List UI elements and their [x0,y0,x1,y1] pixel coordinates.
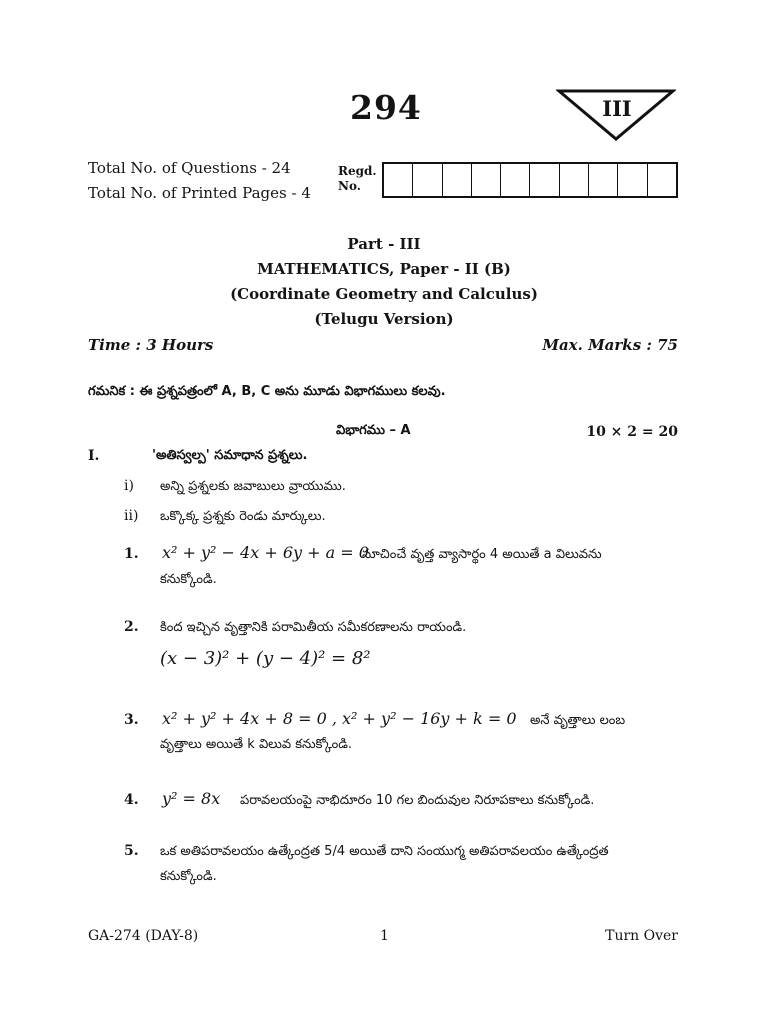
regd-cell[interactable] [501,164,530,196]
note: గమనిక : ఈ ప్రశ్నపత్రంలో A, B, C అను మూడు విభాగములు కలవు. [88,384,446,399]
question-equation: x² + y² − 4x + 6y + a = 0 [162,543,369,562]
part-title: Part - III [347,235,421,253]
regd-cell[interactable] [618,164,647,196]
regd-cell[interactable] [472,164,501,196]
instruction-text: అన్ని ప్రశ్నలకు జవాబులు వ్రాయుము. [160,479,346,494]
subject-title: MATHEMATICS, Paper - II (B) [257,260,511,278]
question-text: కింద ఇచ్చిన వృత్తానికి పరామితీయ సమీకరణాలను రాయండి. [160,620,467,635]
question-equation: (x − 3)² + (y − 4)² = 8² [160,648,371,669]
total-questions: Total No. of Questions - 24 [88,159,291,177]
question-text: కనుక్కోండి. [160,869,217,884]
regd-cell[interactable] [413,164,442,196]
regd-cell[interactable] [384,164,413,196]
question-number: 2. [124,619,139,635]
question-text: కనుక్కోండి. [160,572,217,587]
page-number: 1 [380,928,389,944]
question-text: పరావలయంపై నాభిదూరం 10 గల బిందువుల నిరూపకాలు కనుక్కోండి. [240,793,595,808]
regd-cell[interactable] [589,164,618,196]
regd-label: Regd. No. [338,164,377,193]
question-text: ఒక అతిపరావలయం ఉత్కేంద్రత 5/4 అయితే దాని సంయుగ్మ అతిపరావలయం ఉత్కేంద్రత [160,844,609,859]
turn-over: Turn Over [605,928,678,944]
question-number: 4. [124,792,139,808]
question-equation: x² + y² + 4x + 8 = 0 , x² + y² − 16y + k = 0 [162,709,517,728]
regd-cell[interactable] [443,164,472,196]
regd-cell[interactable] [530,164,559,196]
question-number: 1. [124,546,139,562]
question-equation: y² = 8x [162,789,221,808]
regd-cell[interactable] [560,164,589,196]
instruction-heading: 'అతిస్వల్ప' సమాధాన ప్రశ్నలు. [152,448,308,463]
exam-time: Time : 3 Hours [88,336,214,354]
instruction-number: ii) [124,508,139,524]
question-number: 5. [124,843,139,859]
regd-number-boxes[interactable] [382,162,678,198]
tier-label: III [602,96,632,121]
section-marks: 10 × 2 = 20 [586,424,678,440]
regd-cell[interactable] [648,164,676,196]
max-marks: Max. Marks : 75 [542,336,678,354]
section-title: విభాగము – A [336,423,411,438]
instruction-text: ఒక్కొక్క ప్రశ్నకు రెండు మార్కులు. [160,509,326,524]
subject-subtitle: (Coordinate Geometry and Calculus) [230,285,538,303]
version-title: (Telugu Version) [314,310,454,328]
paper-code: 294 [350,88,422,127]
question-text: వృత్తాలు అయితే k విలువ కనుక్కోండి. [160,737,353,752]
roman-numeral: I. [88,448,100,464]
question-text: సూచించే వృత్త వ్యాసార్థం 4 అయితే a విలువను [362,547,602,562]
total-pages: Total No. of Printed Pages - 4 [88,184,311,202]
question-text: అనే వృత్తాలు లంబ [530,713,626,728]
instruction-number: i) [124,478,134,494]
footer-code: GA-274 (DAY-8) [88,928,199,944]
question-number: 3. [124,712,139,728]
